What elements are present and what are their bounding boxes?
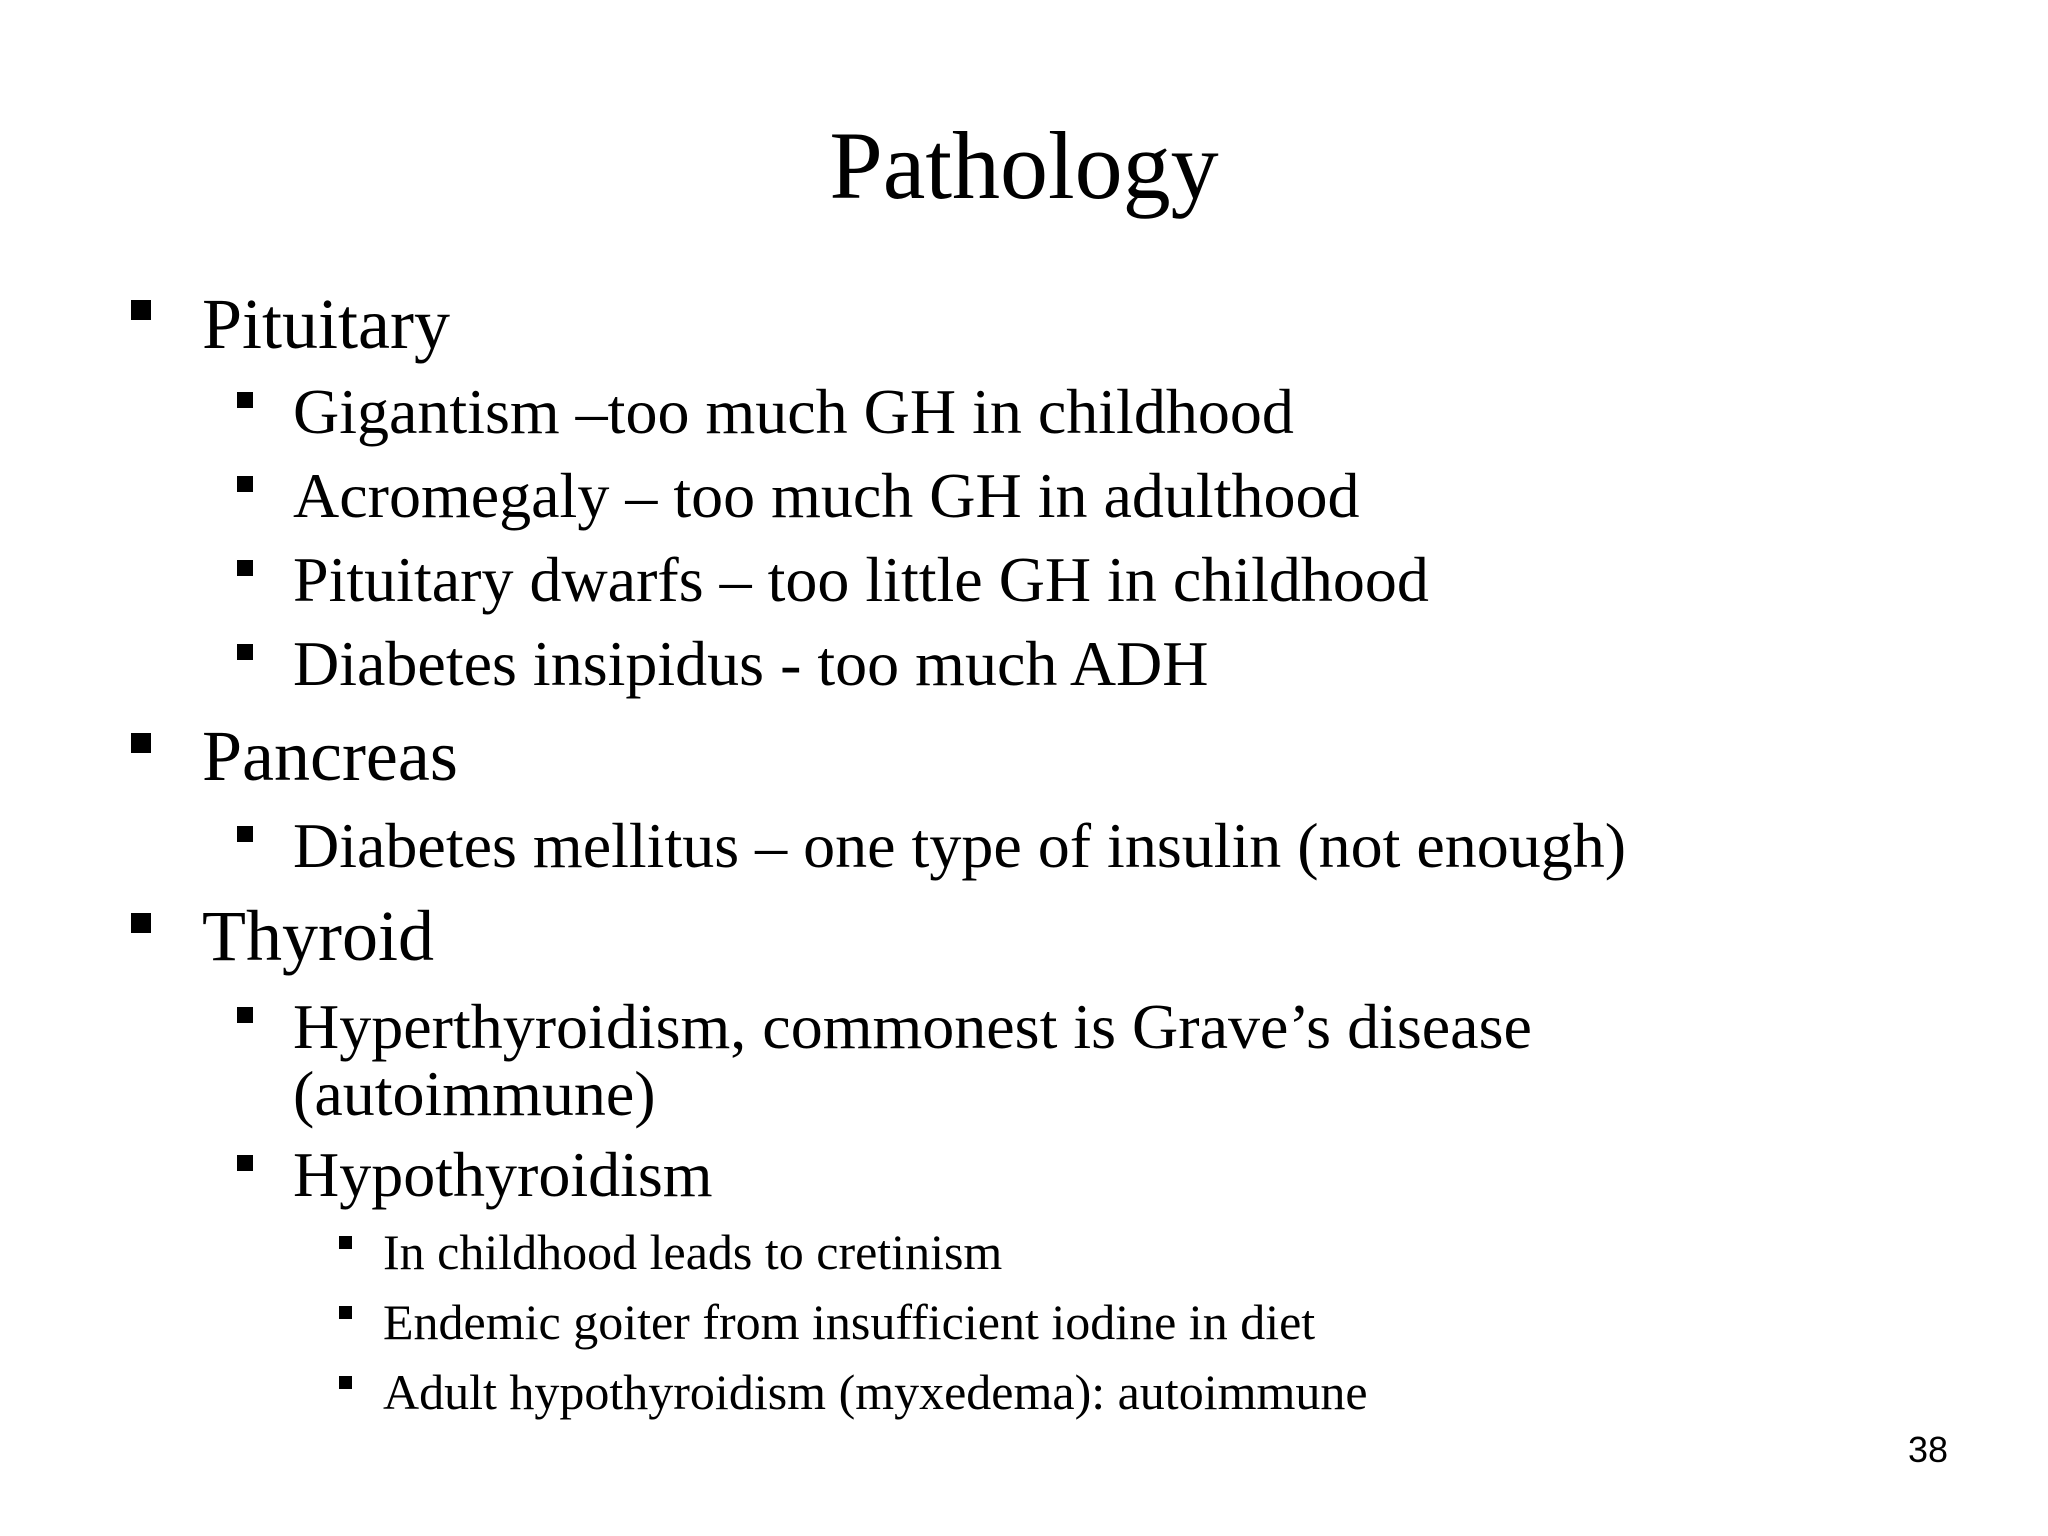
bullet-marker bbox=[131, 733, 151, 753]
bullet-marker bbox=[339, 1306, 352, 1319]
bullet-marker bbox=[237, 1007, 253, 1023]
bullet-marker bbox=[237, 476, 253, 492]
list-item-hypothyroidism: Hypothyroidism bbox=[293, 1139, 713, 1210]
list-item-diabetes-insipidus: Diabetes insipidus - too much ADH bbox=[293, 628, 1209, 699]
list-item-endemic-goiter: Endemic goiter from insufficient iodine in diet bbox=[383, 1294, 1316, 1350]
list-item-pituitary-dwarfs: Pituitary dwarfs – too little GH in childhood bbox=[293, 544, 1429, 615]
bullet-marker bbox=[131, 913, 151, 933]
bullet-marker bbox=[237, 644, 253, 660]
bullet-marker bbox=[339, 1236, 352, 1249]
list-item-pancreas: Pancreas bbox=[202, 716, 458, 796]
bullet-marker bbox=[237, 1155, 253, 1171]
list-item-myxedema: Adult hypothyroidism (myxedema): autoimmune bbox=[383, 1364, 1368, 1420]
list-item-diabetes-mellitus: Diabetes mellitus – one type of insulin (not enough) bbox=[293, 810, 1627, 881]
list-item-thyroid: Thyroid bbox=[202, 896, 434, 976]
bullet-marker bbox=[131, 300, 151, 320]
list-item-cretinism: In childhood leads to cretinism bbox=[383, 1224, 1003, 1280]
list-item-pituitary: Pituitary bbox=[202, 284, 450, 364]
list-item-hyperthyroidism-continued: (autoimmune) bbox=[293, 1058, 656, 1129]
list-item-hyperthyroidism: Hyperthyroidism, commonest is Grave’s disease bbox=[293, 991, 1532, 1062]
bullet-marker bbox=[237, 826, 253, 842]
bullet-marker bbox=[237, 392, 253, 408]
list-item-acromegaly: Acromegaly – too much GH in adulthood bbox=[293, 460, 1360, 531]
slide-title: Pathology bbox=[829, 112, 1219, 219]
page-number: 38 bbox=[1907, 1429, 1948, 1470]
list-item-gigantism: Gigantism –too much GH in childhood bbox=[293, 376, 1294, 447]
bullet-marker bbox=[237, 560, 253, 576]
bullet-marker bbox=[339, 1376, 352, 1389]
